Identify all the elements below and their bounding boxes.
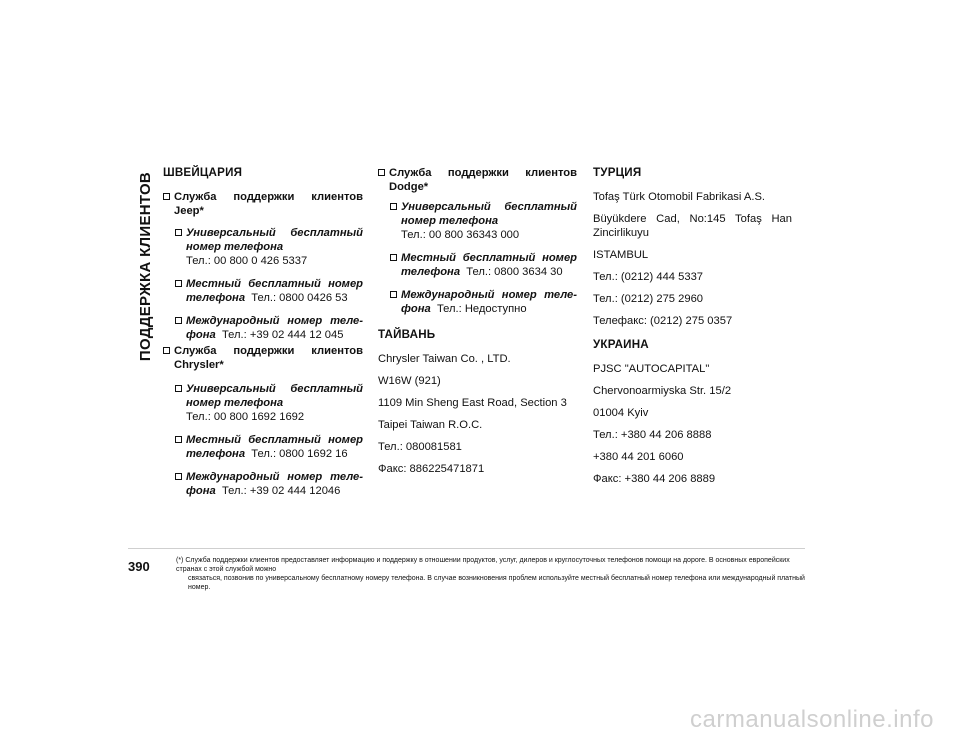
square-bullet-icon xyxy=(390,291,397,298)
taiwan-line: Chrysler Taiwan Co. , LTD. xyxy=(378,353,511,365)
dodge-local-label: Местный бесплатный номер телефона xyxy=(401,252,577,278)
chrysler-service-title: Служба поддержки клиентов Chrysler* xyxy=(174,345,363,371)
turkey-line: ISTAMBUL xyxy=(593,249,649,261)
square-bullet-icon xyxy=(390,254,397,261)
square-bullet-icon xyxy=(175,280,182,287)
chrysler-universal-tel: Тел.: 00 800 1692 1692 xyxy=(186,411,305,423)
chrysler-local-item xyxy=(175,433,363,461)
chrysler-intl-tel: Тел.: +39 02 444 12046 xyxy=(221,485,341,497)
ukraine-line: PJSC "AUTOCAPITAL" xyxy=(593,363,710,375)
taiwan-line: W16W (921) xyxy=(378,375,441,387)
jeep-local-tel: Тел.: 0800 0426 53 xyxy=(251,292,348,304)
jeep-intl-tel: Тел.: +39 02 444 12 045 xyxy=(221,329,344,341)
taiwan-line: 1109 Min Sheng East Road, Section 3 xyxy=(378,397,567,409)
square-bullet-icon xyxy=(175,229,182,236)
square-bullet-icon xyxy=(378,169,385,176)
dodge-intl-item xyxy=(390,288,577,316)
dodge-local-tel: Тел.: 0800 3634 30 xyxy=(466,266,563,278)
ukraine-phone: +380 44 201 6060 xyxy=(593,451,684,463)
chrysler-universal-label: Универсальный бесплатный номер телефона xyxy=(186,383,363,409)
side-section-title-text: ПОДДЕРЖКА КЛИЕНТОВ xyxy=(137,171,155,361)
heading-ukraine: УКРАИНА xyxy=(593,338,649,351)
ukraine-phone: Тел.: +380 44 206 8888 xyxy=(593,429,712,441)
footnote xyxy=(176,556,806,592)
heading-taiwan: ТАЙВАНЬ xyxy=(378,328,436,341)
dodge-service-title: Служба поддержки клиентов Dodge* xyxy=(389,167,577,193)
column-turkey-ukraine xyxy=(593,166,792,494)
page-number: 390 xyxy=(128,559,150,574)
chrysler-intl-label: Международный номер теле-фона xyxy=(186,471,363,497)
dodge-universal-label: Универсальный бесплатный номер телефона xyxy=(401,201,577,227)
square-bullet-icon xyxy=(175,436,182,443)
taiwan-phone: Тел.: 080081581 xyxy=(378,441,462,453)
heading-switzerland: ШВЕЙЦАРИЯ xyxy=(163,166,243,179)
jeep-intl-label: Международный номер теле-фона xyxy=(186,315,363,341)
watermark: carmanualsonline.info xyxy=(690,706,934,733)
jeep-service-item xyxy=(163,190,363,218)
footnote-line-1: (*) Служба поддержки клиентов предоставляет информацию и поддержку в отношении продуктов, услуг, дилеров и круглосуточных телефонов помощи на дороге. В основных европейских странах с этой службой можно xyxy=(176,557,790,573)
dodge-service-item xyxy=(378,166,577,194)
dodge-local-item xyxy=(390,251,577,279)
turkey-line: Tofaş Türk Otomobil Fabrikasi A.S. xyxy=(593,191,766,203)
ukraine-line: 01004 Kyiv xyxy=(593,407,649,419)
chrysler-service-item xyxy=(163,344,363,372)
footnote-line-2: связаться, позвонив по универсальному бесплатному номеру телефона. В случае возникновения проблем используйте местный бесплатный номер телефона или международный платный номер. xyxy=(188,575,805,591)
turkey-phone: Тел.: (0212) 275 2960 xyxy=(593,293,704,305)
dodge-universal-item xyxy=(390,200,577,242)
jeep-intl-item xyxy=(175,314,363,342)
square-bullet-icon xyxy=(390,203,397,210)
square-bullet-icon xyxy=(163,347,170,354)
jeep-universal-label: Универсальный бесплатный номер телефона xyxy=(186,227,363,253)
turkey-line: Büyükdere Cad, No:145 Tofaş Han Zincirlikuyu xyxy=(593,213,792,239)
jeep-universal-item xyxy=(175,226,363,268)
square-bullet-icon xyxy=(175,385,182,392)
jeep-universal-tel: Тел.: 00 800 0 426 5337 xyxy=(186,255,308,267)
chrysler-intl-item xyxy=(175,470,363,498)
chrysler-universal-item xyxy=(175,382,363,424)
ukraine-line: Chervonoarmiyska Str. 15/2 xyxy=(593,385,732,397)
square-bullet-icon xyxy=(175,317,182,324)
jeep-local-item xyxy=(175,277,363,305)
dodge-universal-tel: Тел.: 00 800 36343 000 xyxy=(401,229,520,241)
square-bullet-icon xyxy=(175,473,182,480)
taiwan-fax: Факс: 886225471871 xyxy=(378,463,485,475)
column-dodge-taiwan xyxy=(378,166,577,484)
taiwan-line: Taipei Taiwan R.O.C. xyxy=(378,419,483,431)
jeep-service-title: Служба поддержки клиентов Jeep* xyxy=(174,191,363,217)
footnote-divider xyxy=(128,548,805,549)
chrysler-local-tel: Тел.: 0800 1692 16 xyxy=(251,448,348,460)
turkey-phone: Тел.: (0212) 444 5337 xyxy=(593,271,704,283)
square-bullet-icon xyxy=(163,193,170,200)
turkey-fax: Телефакс: (0212) 275 0357 xyxy=(593,315,733,327)
dodge-intl-label: Международный номер теле-фона xyxy=(401,289,577,315)
chrysler-local-label: Местный бесплатный номер телефона xyxy=(186,434,363,460)
column-switzerland xyxy=(163,166,363,507)
dodge-intl-tel: Тел.: Недоступно xyxy=(436,303,527,315)
side-section-title xyxy=(126,170,166,362)
ukraine-fax: Факс: +380 44 206 8889 xyxy=(593,473,716,485)
jeep-local-label: Местный бесплатный номер телефона xyxy=(186,278,363,304)
heading-turkey: ТУРЦИЯ xyxy=(593,166,642,179)
